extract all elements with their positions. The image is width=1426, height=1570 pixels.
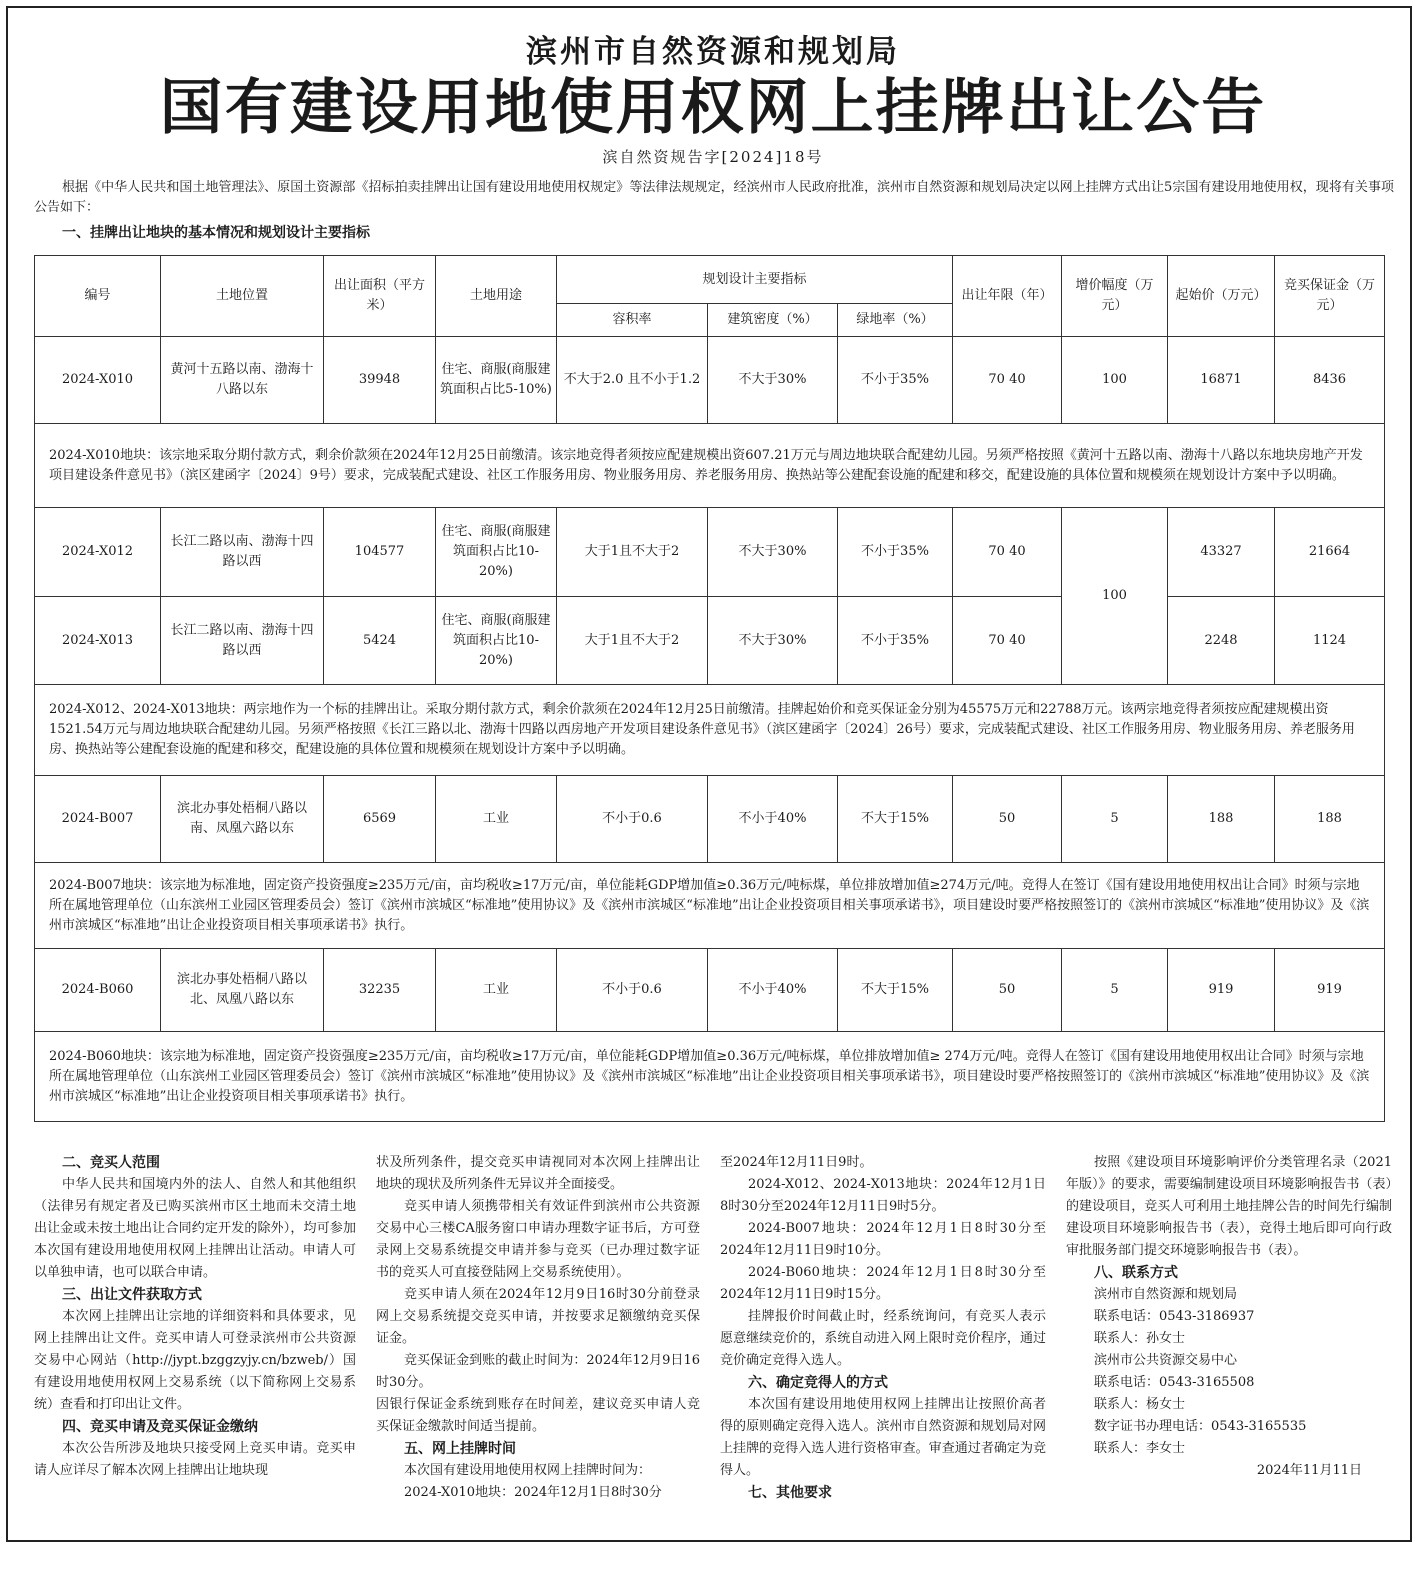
section-7-text: 按照《建设项目环境影响评价分类管理名录（2021年版）》的要求，需要编制建设项目环境影响报告书（表）的建设项目，竞买人可利用土地挂牌公告的时间先行编制建设项目环境影响报告书（表），竞得土地后即可向行政审批服务部门提交环境影响报告书（表）。 — [1066, 1155, 1392, 1258]
cell-far: 大于1且不大于2 — [557, 508, 708, 597]
listing-time-b007: 2024-B007地块：2024年12月1日8时30分至2024年12月11日9时10分。 — [720, 1221, 1046, 1258]
cell-use: 住宅、商服(商服建筑面积占比10-20%) — [436, 597, 557, 685]
cell-use: 住宅、商服(商服建筑面积占比10-20%) — [436, 508, 557, 597]
issuing-organization: 滨州市自然资源和规划局 — [526, 34, 900, 70]
header-start-price: 起始价（万元） — [1168, 256, 1275, 337]
header-increment: 增价幅度（万元） — [1062, 256, 1168, 337]
listing-time-x012-x013: 2024-X012、2024-X013地块：2024年12月1日8时30分至2024年12月11日9时5分。 — [720, 1177, 1046, 1214]
header-green: 绿地率（%） — [838, 304, 953, 337]
cell-deposit: 1124 — [1275, 597, 1385, 685]
intro-paragraph: 根据《中华人民共和国土地管理法》、原国土资源部《招标拍卖挂牌出让国有建设用地使用权规定》等法律法规规定，经滨州市人民政府批准，滨州市自然资源和规划局决定以网上挂牌方式出让5宗国有建设用地使用权，现将有关事项公告如下： — [34, 180, 1394, 215]
cell-green: 不大于15% — [838, 776, 953, 863]
contact-person-2: 联系人：杨女士 — [1094, 1397, 1186, 1412]
cell-start-price: 2248 — [1168, 597, 1275, 685]
header-planning: 规划设计主要指标 — [557, 256, 953, 304]
cell-density: 不小于40% — [708, 776, 838, 863]
section-8-heading: 八、联系方式 — [1094, 1265, 1178, 1281]
cell-deposit: 21664 — [1275, 508, 1385, 597]
cell-density: 不大于30% — [708, 597, 838, 685]
cell-area: 32235 — [324, 949, 436, 1032]
cell-area: 5424 — [324, 597, 436, 685]
cell-green: 不小于35% — [838, 337, 953, 424]
cell-green: 不大于15% — [838, 949, 953, 1032]
cell-deposit: 8436 — [1275, 337, 1385, 424]
cell-start-price: 919 — [1168, 949, 1275, 1032]
section-4-heading: 四、竞买申请及竞买保证金缴纳 — [62, 1419, 258, 1435]
note-b060: 2024-B060地块：该宗地为标准地，固定资产投资强度≥235万元/亩，亩均税收≥17万元/亩，单位能耗GDP增加值≥0.36万元/吨标煤，单位排放增加值≥ 274万元/吨。竞得人在签订《国有建设用地使用权出让合同》时须与宗地所在属地管理单位（山东滨州工业园区管理委员会）签订《滨州市滨城区“标准地”使用协议》及《滨州市滨城区“标准地”出让企业投资项目相关事项承诺书》，项目建设时要严格按照签订的《滨州市滨城区“标准地”使用协议》及《滨州市滨城区“标准地”出让企业投资项目相关事项承诺书》执行。 — [35, 1032, 1385, 1122]
cell-increment: 5 — [1062, 949, 1168, 1032]
section-3-heading: 三、出让文件获取方式 — [62, 1287, 202, 1303]
table-header-row — [35, 256, 1385, 304]
table-row — [35, 508, 1385, 597]
header-location: 土地位置 — [161, 256, 324, 337]
cell-area: 6569 — [324, 776, 436, 863]
cell-years: 70 40 — [953, 597, 1062, 685]
note-b007: 2024-B007地块：该宗地为标准地，固定资产投资强度≥235万元/亩，亩均税收≥17万元/亩，单位能耗GDP增加值≥0.36万元/吨标煤，单位排放增加值≥274万元/吨。竞得人在签订《国有建设用地使用权出让合同》时须与宗地所在属地管理单位（山东滨州工业园区管理委员会）签订《滨州市滨城区“标准地”使用协议》及《滨州市滨城区“标准地”出让企业投资项目相关事项承诺书》，项目建设时要严格按照签订的《滨州市滨城区“标准地”使用协议》及《滨州市滨城区“标准地”出让企业投资项目相关事项承诺书》执行。 — [35, 863, 1385, 949]
contact-person-3: 联系人：李女士 — [1094, 1441, 1186, 1456]
cell-far: 不小于0.6 — [557, 949, 708, 1032]
cell-id: 2024-X013 — [35, 597, 161, 685]
cell-start-price: 188 — [1168, 776, 1275, 863]
cell-location: 长江二路以南、渤海十四路以西 — [161, 508, 324, 597]
note-x010: 2024-X010地块：该宗地采取分期付款方式，剩余价款须在2024年12月25日前缴清。该宗地竞得者须按应配建规模出资607.21万元与周边地块联合配建幼儿园。另须严格按照《黄河十五路以南、渤海十八路以东地块房地产开发项目建设条件意见书》（滨区建函字〔2024〕9号）要求，完成装配式建设、社区工作服务用房、物业服务用房、养老服务用房、换热站等公建配套设施的配建和移交，配建设施的具体位置和规模须在规划设计方案中予以明确。 — [35, 424, 1385, 508]
contact-org-1: 滨州市自然资源和规划局 — [1094, 1287, 1238, 1302]
cell-far: 大于1且不大于2 — [557, 597, 708, 685]
table-row — [35, 337, 1385, 424]
section-4-text-cont: 状及所列条件，提交竞买申请视同对本次网上挂牌出让地块的现状及所列条件无异议并全面接受。 — [376, 1155, 700, 1192]
note-row — [35, 1032, 1385, 1122]
contact-person-1: 联系人：孙女士 — [1094, 1331, 1186, 1346]
cell-deposit: 188 — [1275, 776, 1385, 863]
cell-density: 不小于40% — [708, 949, 838, 1032]
section-2-text: 中华人民共和国境内外的法人、自然人和其他组织（法律另有规定者及已购买滨州市区土地而未交清土地出让金或未按土地出让合同约定开发的除外），均可参加本次国有建设用地使用权网上挂牌出让活动。申请人可以单独申请，也可以联合申请。 — [34, 1177, 356, 1280]
cell-use: 工业 — [436, 776, 557, 863]
cell-start-price: 16871 — [1168, 337, 1275, 424]
cell-id: 2024-X012 — [35, 508, 161, 597]
cell-id: 2024-X010 — [35, 337, 161, 424]
cell-far: 不小于0.6 — [557, 776, 708, 863]
cell-green: 不小于35% — [838, 597, 953, 685]
cell-far: 不大于2.0 且不小于1.2 — [557, 337, 708, 424]
cell-years: 70 40 — [953, 337, 1062, 424]
contact-org-2: 滨州市公共资源交易中心 — [1094, 1353, 1238, 1368]
document-number: 滨自然资规告字[2024]18号 — [602, 148, 824, 166]
cell-use: 住宅、商服(商服建筑面积占比5-10%) — [436, 337, 557, 424]
text-column-1 — [34, 1152, 356, 1482]
bidding-rule-text: 挂牌报价时间截止时，经系统询问，有竞买人表示愿意继续竞价的，系统自动进入网上限时竞价程序，通过竞价确定竞得入选人。 — [720, 1309, 1046, 1368]
cell-location: 黄河十五路以南、渤海十八路以东 — [161, 337, 324, 424]
cell-id: 2024-B007 — [35, 776, 161, 863]
header-use: 土地用途 — [436, 256, 557, 337]
parcel-table — [34, 255, 1385, 1122]
cell-years: 50 — [953, 949, 1062, 1032]
application-deadline-text: 竞买申请人须在2024年12月9日16时30分前登录网上交易系统提交竞买申请，并按要求足额缴纳竞买保证金。 — [376, 1287, 700, 1346]
note-x012-x013: 2024-X012、2024-X013地块：两宗地作为一个标的挂牌出让。采取分期付款方式，剩余价款须在2024年12月25日前缴清。挂牌起始价和竞买保证金分别为45575万元和22788万元。该两宗地竞得者须按应配建规模出资1521.54万元与周边地块联合配建幼儿园。另须严格按照《长江三路以北、渤海十四路以西房地产开发项目建设条件意见书》（滨区建函字〔2024〕26号）要求，完成装配式建设、社区工作服务用房、物业服务用房、养老服务用房、换热站等公建配套设施的配建和移交，配建设施的具体位置和规模须在规划设计方案中予以明确。 — [35, 685, 1385, 776]
cell-start-price: 43327 — [1168, 508, 1275, 597]
header-far: 容积率 — [557, 304, 708, 337]
section-4-text: 本次公告所涉及地块只接受网上竞买申请。竞买申请人应详尽了解本次网上挂牌出让地块现 — [34, 1441, 356, 1478]
table-row — [35, 949, 1385, 1032]
cell-location: 滨北办事处梧桐八路以北、凤凰八路以东 — [161, 949, 324, 1032]
note-row — [35, 863, 1385, 949]
certificate-phone: 数字证书办理电话：0543-3165535 — [1094, 1419, 1307, 1434]
listing-time-b060: 2024-B060地块：2024年12月1日8时30分至2024年12月11日9时15分。 — [720, 1265, 1046, 1302]
listing-time-x010-end: 至2024年12月11日9时。 — [720, 1155, 873, 1170]
section-1-heading: 一、挂牌出让地块的基本情况和规划设计主要指标 — [62, 225, 370, 241]
table-row — [35, 776, 1385, 863]
section-3-text: 本次网上挂牌出让宗地的详细资料和具体要求，见网上挂牌出让文件。竞买申请人可登录滨州市公共资源交易中心网站（http://jypt.bzggzyjy.cn/bzweb/）国有建设用地使用权网上交易系统（以下简称网上交易系统）查看和打印出让文件。 — [34, 1309, 356, 1412]
cell-area: 104577 — [324, 508, 436, 597]
deposit-advice-text: 因银行保证金系统到账存在时间差，建议竞买申请人竞买保证金缴款时间适当提前。 — [376, 1397, 700, 1434]
section-6-text: 本次国有建设用地使用权网上挂牌出让按照价高者得的原则确定竞得入选人。滨州市自然资源和规划局对网上挂牌的竞得入选人进行资格审查。审查通过者确定为竞得人。 — [720, 1397, 1046, 1478]
note-row — [35, 424, 1385, 508]
contact-phone-2: 联系电话：0543-3165508 — [1094, 1375, 1255, 1390]
cell-density: 不大于30% — [708, 337, 838, 424]
cell-location: 滨北办事处梧桐八路以南、凤凰六路以东 — [161, 776, 324, 863]
cell-id: 2024-B060 — [35, 949, 161, 1032]
table-row — [35, 597, 1385, 685]
cell-increment: 5 — [1062, 776, 1168, 863]
cell-area: 39948 — [324, 337, 436, 424]
cell-density: 不大于30% — [708, 508, 838, 597]
ca-certificate-text: 竞买申请人须携带相关有效证件到滨州市公共资源交易中心三楼CA服务窗口申请办理数字证书后，方可登录网上交易系统提交申请并参与竞买（已办理过数字证书的竞买人可直接登陆网上交易系统使用）。 — [376, 1199, 700, 1280]
cell-increment: 100 — [1062, 337, 1168, 424]
notice-date: 2024年11月11日 — [1256, 1463, 1362, 1478]
deposit-deadline-text: 竞买保证金到账的截止时间为：2024年12月9日16时30分。 — [376, 1353, 700, 1390]
text-column-2 — [376, 1152, 700, 1504]
cell-years: 70 40 — [953, 508, 1062, 597]
listing-time-x010: 2024-X010地块：2024年12月1日8时30分 — [404, 1485, 662, 1500]
header-deposit: 竞买保证金（万元） — [1275, 256, 1385, 337]
header-density: 建筑密度（%） — [708, 304, 838, 337]
section-5-heading: 五、网上挂牌时间 — [404, 1441, 516, 1457]
header-area: 出让面积（平方米） — [324, 256, 436, 337]
section-6-heading: 六、确定竞得人的方式 — [748, 1375, 888, 1391]
cell-years: 50 — [953, 776, 1062, 863]
section-7-heading: 七、其他要求 — [748, 1485, 832, 1501]
header-id: 编号 — [35, 256, 161, 337]
cell-location: 长江二路以南、渤海十四路以西 — [161, 597, 324, 685]
header-years: 出让年限（年） — [953, 256, 1062, 337]
cell-increment-merged: 100 — [1062, 508, 1168, 685]
notice-title: 国有建设用地使用权网上挂牌出让公告 — [159, 73, 1267, 143]
contact-phone-1: 联系电话：0543-3186937 — [1094, 1309, 1255, 1324]
text-column-4 — [1066, 1152, 1392, 1482]
section-2-heading: 二、竞买人范围 — [62, 1155, 160, 1171]
cell-deposit: 919 — [1275, 949, 1385, 1032]
note-row — [35, 685, 1385, 776]
cell-green: 不小于35% — [838, 508, 953, 597]
cell-use: 工业 — [436, 949, 557, 1032]
text-column-3 — [720, 1152, 1046, 1504]
listing-time-intro: 本次国有建设用地使用权网上挂牌时间为： — [404, 1463, 652, 1478]
